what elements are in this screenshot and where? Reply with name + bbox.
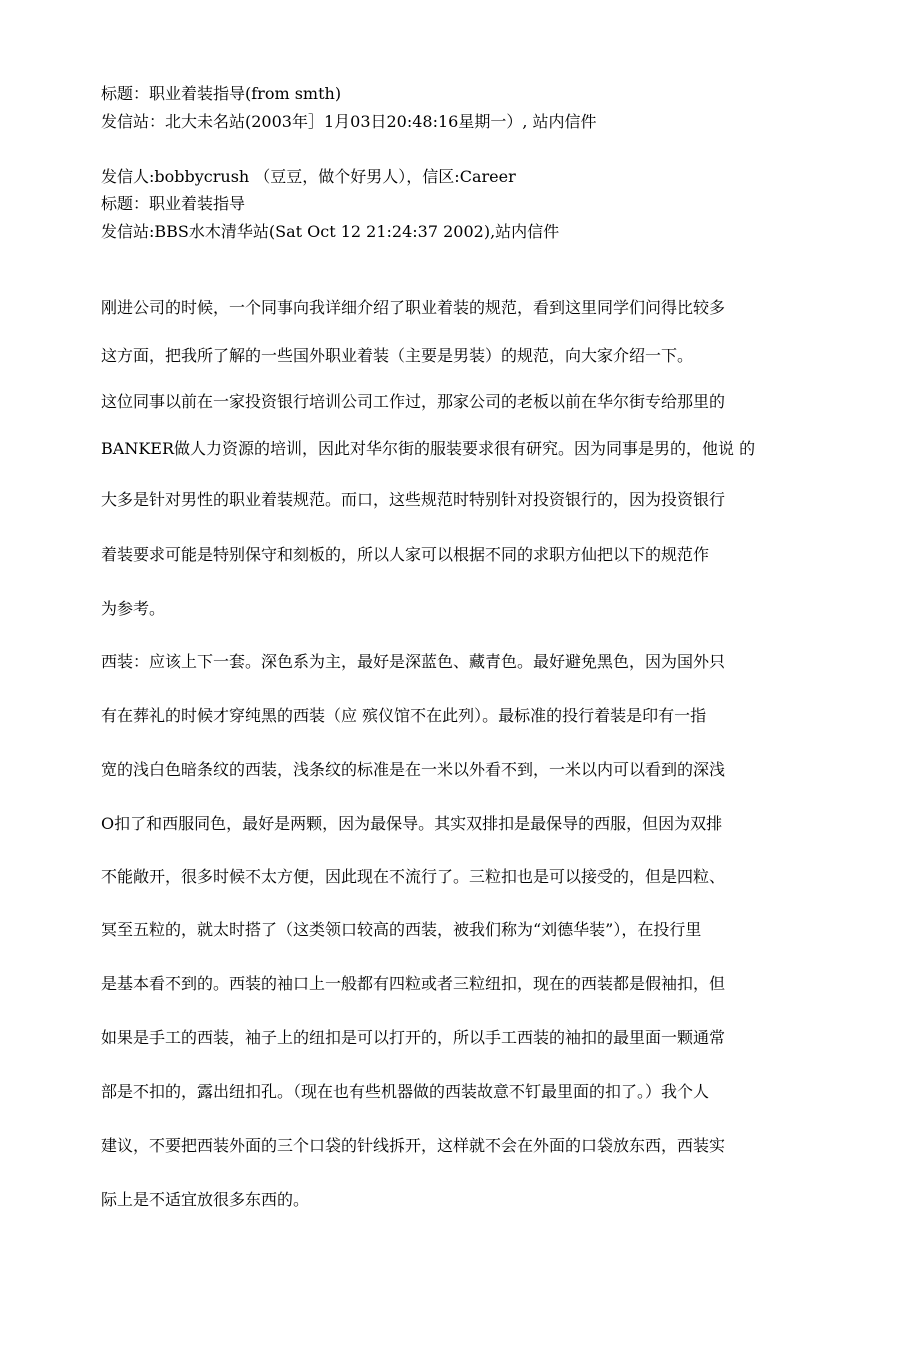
body-line: 不能敞开，很多时候不太方便，因此现在不流行了。三粒扣也是可以接受的，但是四粒、 [101, 867, 726, 886]
header-station-1: 发信站：北大未名站(2003年］1月03日20:48:16星期一）, 站内信件 [101, 112, 597, 131]
body-line: 冥至五粒的，就太时搭了（这类领口较高的西装，被我们称为“刘德华装”），在投行里 [101, 920, 702, 939]
body-line: 部是不扣的，露出纽扣孔。（现在也有些机器做的西装故意不钉最里面的扣了。）我个人 [101, 1082, 710, 1101]
body-line: 为参考。 [101, 599, 166, 618]
body-line: 宽的浅白色暗条纹的西装，浅条纹的标准是在一米以外看不到，一米以内可以看到的深浅 [101, 760, 726, 779]
header-title-2: 标题：职业着装指导 [101, 194, 246, 213]
body-line: 有在葬礼的时候才穿纯黑的西装（应 殡仪馆不在此列）。最标准的投行着装是印有一指 [101, 706, 707, 725]
header-title-1: 标题：职业着装指导(from smth) [101, 84, 342, 103]
body-line: 这位同事以前在一家投资银行培训公司工作过，那家公司的老板以前在华尔街专给那里的 [101, 392, 726, 411]
body-line: 西装：应该上下一套。深色系为主，最好是深蓝色、藏青色。最好避免黑色，因为国外只 [101, 652, 726, 671]
body-line: 刚进公司的时候，一个同事向我详细介绍了职业着装的规范，看到这里同学们问得比较多 [101, 298, 726, 317]
body-line: 际上是不适宜放很多东西的。 [101, 1190, 310, 1209]
body-line: 是基本看不到的。西装的袖口上一般都有四粒或者三粒纽扣，现在的西装都是假袖扣，但 [101, 974, 726, 993]
body-line: BANKER做人力资源的培训，因此对华尔街的服装要求很有研究。因为同事是男的，他说 的 [101, 439, 756, 458]
body-line: 建议，不要把西装外面的三个口袋的针线拆开，这样就不会在外面的口袋放东西，西装实 [101, 1136, 726, 1155]
body-line: 这方面，把我所了解的一些国外职业着装（主要是男装）的规范，向大家介绍一下。 [101, 346, 694, 365]
body-line: O扣了和西服同色，最好是两颗，因为最保导。其实双排扣是最保导的西服，但因为双排 [101, 814, 723, 833]
body-line: 如果是手工的西装，袖子上的纽扣是可以打开的，所以手工西装的袖扣的最里面一颗通常 [101, 1028, 726, 1047]
body-line: 大多是针对男性的职业着装规范。而口，这些规范时特别针对投资银行的，因为投资银行 [101, 490, 726, 509]
header-station-2: 发信站:BBS水木清华站(Sat Oct 12 21:24:37 2002),站内信件 [101, 222, 560, 241]
header-sender-2: 发信人:bobbycrush （豆豆，做个好男人），信区:Career [101, 167, 516, 186]
body-line: 着装要求可能是特别保守和刻板的，所以人家可以根据不同的求职方仙把以下的规范作 [101, 545, 710, 564]
